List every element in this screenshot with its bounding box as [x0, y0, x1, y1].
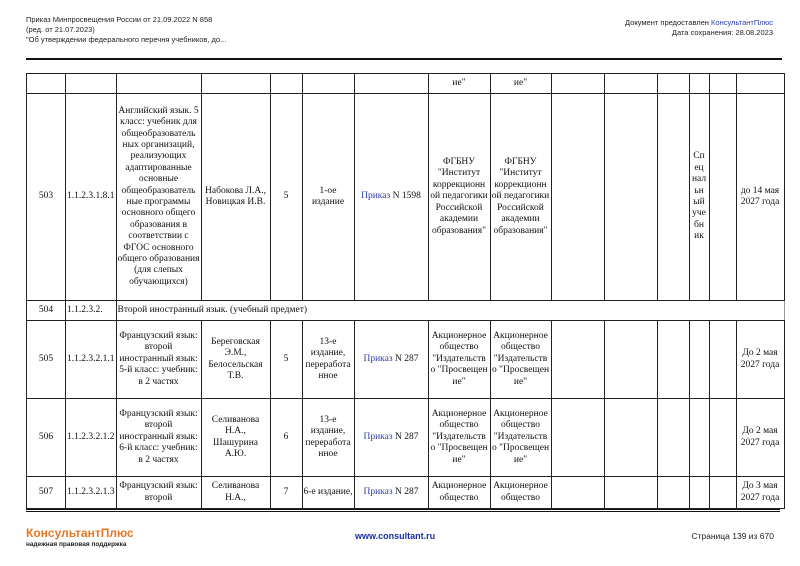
grade: 5 — [270, 321, 302, 399]
document-subject: "Об утверждении федерального перечня учебников, до... — [26, 35, 227, 44]
order-link[interactable]: Приказ — [363, 353, 393, 364]
grade: 5 — [270, 94, 302, 301]
provided-label: Документ предоставлен — [625, 18, 712, 27]
edition: 13-е издание, переработа нное — [302, 399, 354, 477]
row-code: 1.1.2.3.2.1.1 — [66, 321, 117, 399]
row-number: 503 — [27, 94, 66, 301]
valid-until: До 2 мая 2027 года — [736, 321, 784, 399]
order-number: N 287 — [392, 431, 419, 442]
edition: 6-е издание, — [302, 477, 354, 509]
publisher-cell: ие" — [490, 74, 551, 94]
table-row — [27, 477, 785, 509]
order-cell — [354, 399, 428, 477]
publisher: Акционерное общество "Издательств о "Просвещен ие" — [428, 321, 490, 399]
row-code: 1.1.2.3.2.1.2 — [66, 399, 117, 477]
authors: Набокова Л.А., Новицкая И.В. — [201, 94, 270, 301]
save-date: Дата сохранения: 28.08.2023 — [671, 28, 773, 37]
copyright-holder: Акционерное общество "Издательств о "Просвещен ие" — [490, 399, 551, 477]
authors: Селиванова Н.А., — [201, 477, 270, 509]
publisher: ФГБНУ "Институт коррекционн ой педагогики Российской академии образования" — [428, 94, 490, 301]
header-divider — [26, 58, 782, 60]
book-title: Французский язык: второй иностранный язык: 6-й класс: учебник: в 2 частях — [116, 399, 201, 477]
table-row — [27, 74, 785, 94]
consultant-logo: КонсультантПлюс — [26, 526, 134, 540]
order-cell — [354, 477, 428, 509]
authors: Береговская Э.М., Белосельская Т.В. — [201, 321, 270, 399]
grade: 7 — [270, 477, 302, 509]
grade: 6 — [270, 399, 302, 477]
textbook-table — [26, 73, 785, 509]
publisher-cell: ие" — [428, 74, 490, 94]
provider-brand-link[interactable]: КонсультантПлюс — [711, 18, 773, 27]
book-title: Французский язык: второй иностранный язык: 5-й класс: учебник: в 2 частях — [116, 321, 201, 399]
valid-until: до 14 мая 2027 года — [736, 94, 784, 301]
logo-tagline: надежная правовая поддержка — [26, 541, 127, 548]
book-title: Французский язык: второй — [116, 477, 201, 509]
order-number: N 287 — [392, 353, 419, 364]
special-textbook: Сп ец нал ьн ый уче бн ик — [689, 94, 709, 301]
section-row — [27, 301, 785, 321]
revision: (ред. от 21.07.2023) — [26, 25, 95, 34]
authors: Селиванова Н.А., Шашурина А.Ю. — [201, 399, 270, 477]
copyright-holder: Акционерное общество "Издательств о "Просвещен ие" — [490, 321, 551, 399]
row-code: 1.1.2.3.2. — [66, 301, 117, 321]
row-number: 504 — [27, 301, 66, 321]
row-number: 507 — [27, 477, 66, 509]
provider-info — [625, 18, 773, 38]
valid-until: До 3 мая 2027 года — [736, 477, 784, 509]
table-row — [27, 399, 785, 477]
order-cell — [354, 321, 428, 399]
row-code: 1.1.2.3.1.8.1 — [66, 94, 117, 301]
valid-until: До 2 мая 2027 года — [736, 399, 784, 477]
footer-divider — [26, 509, 780, 512]
table-row — [27, 94, 785, 301]
edition: 13-е издание, переработа нное — [302, 321, 354, 399]
copyright-holder: ФГБНУ "Институт коррекционн ой педагогики Российской академии образования" — [490, 94, 551, 301]
section-title: Второй иностранный язык. (учебный предмет) — [116, 301, 784, 321]
table-row — [27, 321, 785, 399]
website-link[interactable]: www.consultant.ru — [355, 531, 436, 541]
order-link[interactable]: Приказ — [361, 191, 391, 202]
order-cell — [354, 94, 428, 301]
copyright-holder: Акционерное общество — [490, 477, 551, 509]
order-number: N 1598 — [390, 191, 421, 202]
row-number: 505 — [27, 321, 66, 399]
edition: 1-ое издание — [302, 94, 354, 301]
publisher: Акционерное общество — [428, 477, 490, 509]
order-number: N 287 — [392, 486, 419, 497]
book-title: Английский язык. 5 класс: учебник для общеобразователь ных организаций, реализующих адаптированные основные общеобразователь ные программы основного общего образования в соответствии с ФГОС основного общего образования (для слепых обучающихся) — [116, 94, 201, 301]
order-link[interactable]: Приказ — [363, 431, 393, 442]
page-counter: Страница 139 из 670 — [691, 531, 774, 541]
order-title: Приказ Минпросвещения России от 21.09.2022 N 858 — [26, 15, 213, 24]
publisher: Акционерное общество "Издательств о "Просвещен ие" — [428, 399, 490, 477]
document-header-info — [26, 15, 226, 45]
order-link[interactable]: Приказ — [363, 486, 393, 497]
row-number: 506 — [27, 399, 66, 477]
row-code: 1.1.2.3.2.1.3 — [66, 477, 117, 509]
